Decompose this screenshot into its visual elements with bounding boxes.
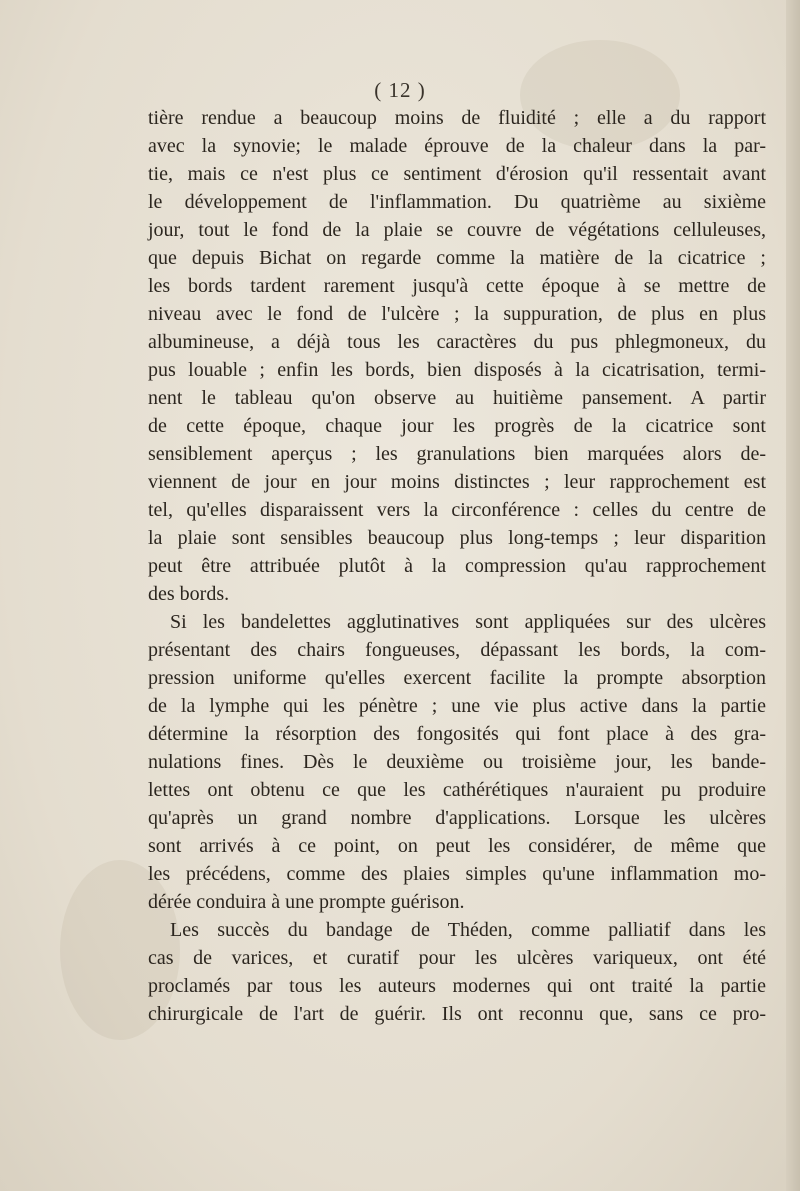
text-line: peut être attribuée plutôt à la compression qu'au rapprochement	[148, 555, 766, 577]
text-line: Si les bandelettes agglutinatives sont appliquées sur des ulcères	[170, 611, 766, 633]
text-line: proclamés par tous les auteurs modernes qui ont traité la partie	[148, 975, 766, 997]
text-line: sont arrivés à ce point, on peut les considérer, de même que	[148, 835, 766, 857]
text-line: viennent de jour en jour moins distinctes ; leur rapprochement est	[148, 471, 766, 493]
text-line: le développement de l'inflammation. Du quatrième au sixième	[148, 191, 766, 213]
text-line: les précédens, comme des plaies simples qu'une inflammation mo-	[148, 863, 766, 885]
text-line: des bords.	[148, 583, 230, 605]
text-line: tière rendue a beaucoup moins de fluidité ; elle a du rapport	[148, 107, 766, 129]
text-line: de cette époque, chaque jour les progrès de la cicatrice sont	[148, 415, 766, 437]
text-line: niveau avec le fond de l'ulcère ; la suppuration, de plus en plus	[148, 303, 766, 325]
text-line: de la lymphe qui les pénètre ; une vie plus active dans la partie	[148, 695, 766, 717]
text-line: lettes ont obtenu ce que les cathérétiques n'auraient pu produire	[148, 779, 766, 801]
text-line: cas de varices, et curatif pour les ulcères variqueux, ont été	[148, 947, 766, 969]
text-line: albumineuse, a déjà tous les caractères du pus phlegmoneux, du	[148, 331, 766, 353]
text-line: qu'après un grand nombre d'applications. Lorsque les ulcères	[148, 807, 766, 829]
text-line: que depuis Bichat on regarde comme la matière de la cicatrice ;	[148, 247, 766, 269]
text-line: dérée conduira à une prompte guérison.	[148, 891, 465, 913]
text-line: avec la synovie; le malade éprouve de la chaleur dans la par-	[148, 135, 766, 157]
text-line: jour, tout le fond de la plaie se couvre de végétations celluleuses,	[148, 219, 766, 241]
text-line: nulations fines. Dès le deuxième ou troisième jour, les bande-	[148, 751, 766, 773]
text-line: pression uniforme qu'elles exercent facilite la prompte absorption	[148, 667, 766, 689]
text-line: la plaie sont sensibles beaucoup plus long-temps ; leur disparition	[148, 527, 766, 549]
page-number: ( 12 )	[374, 78, 426, 102]
text-line: pus louable ; enfin les bords, bien disposés à la cicatrisation, termi-	[148, 359, 766, 381]
text-line: sensiblement aperçus ; les granulations bien marquées alors de-	[148, 443, 766, 465]
text-line: les bords tardent rarement jusqu'à cette époque à se mettre de	[148, 275, 766, 297]
text-line: Les succès du bandage de Théden, comme palliatif dans les	[170, 919, 766, 941]
page-edge-shadow	[786, 0, 800, 1191]
text-line: nent le tableau qu'on observe au huitième pansement. A partir	[148, 387, 766, 409]
text-line: tie, mais ce n'est plus ce sentiment d'érosion qu'il ressentait avant	[148, 163, 766, 185]
text-line: tel, qu'elles disparaissent vers la circonférence : celles du centre de	[148, 499, 766, 521]
text-line: chirurgicale de l'art de guérir. Ils ont reconnu que, sans ce pro-	[148, 1003, 766, 1025]
text-line: présentant des chairs fongueuses, dépassant les bords, la com-	[148, 639, 766, 661]
text-line: détermine la résorption des fongosités qui font place à des gra-	[148, 723, 766, 745]
